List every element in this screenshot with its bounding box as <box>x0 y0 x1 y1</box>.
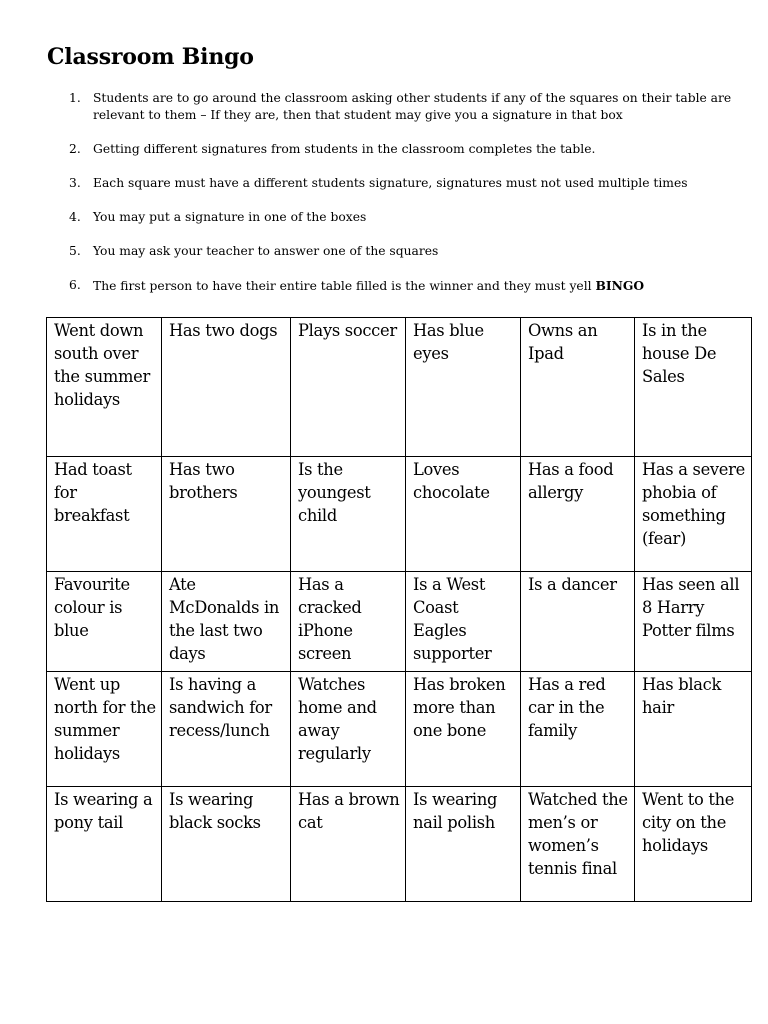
instruction-number: 5. <box>69 244 81 258</box>
instruction-item <box>47 90 737 124</box>
bingo-square: Has a brown cat <box>291 787 406 902</box>
bingo-square: Went down south over the summer holidays <box>47 318 162 457</box>
instruction-text: Students are to go around the classroom asking other students if any of the squares on their table are relevant to them – If they are, then that student may give you a signature in that box <box>93 91 732 122</box>
instruction-text: Each square must have a different students signature, signatures must not used multiple times <box>93 176 688 190</box>
instruction-item <box>47 141 737 158</box>
bingo-square: Had toast for breakfast <box>47 457 162 572</box>
bingo-square: Plays soccer <box>291 318 406 457</box>
bingo-square: Is wearing black socks <box>162 787 291 902</box>
bingo-square: Has two brothers <box>162 457 291 572</box>
instructions-list <box>47 90 737 312</box>
bingo-square: Is having a sandwich for recess/lunch <box>162 672 291 787</box>
instruction-item <box>47 209 737 226</box>
instruction-number: 2. <box>69 142 81 156</box>
bingo-square: Has a cracked iPhone screen <box>291 572 406 672</box>
bingo-row <box>47 672 752 787</box>
bingo-square: Has a red car in the family <box>521 672 635 787</box>
instruction-number: 6. <box>69 278 81 292</box>
bingo-square: Went to the city on the holidays <box>635 787 752 902</box>
instruction-number: 4. <box>69 210 81 224</box>
bingo-square: Has seen all 8 Harry Potter films <box>635 572 752 672</box>
bingo-square: Is a dancer <box>521 572 635 672</box>
bingo-row <box>47 787 752 902</box>
bingo-square: Owns an Ipad <box>521 318 635 457</box>
instruction-bold-word: BINGO <box>595 278 645 293</box>
bingo-row <box>47 457 752 572</box>
bingo-square: Watches home and away regularly <box>291 672 406 787</box>
bingo-square: Is wearing nail polish <box>406 787 521 902</box>
page-title: Classroom Bingo <box>47 44 254 70</box>
instruction-item <box>47 175 737 192</box>
bingo-grid <box>46 317 752 902</box>
bingo-square: Has broken more than one bone <box>406 672 521 787</box>
bingo-square: Has black hair <box>635 672 752 787</box>
bingo-square: Is wearing a pony tail <box>47 787 162 902</box>
instruction-text: The first person to have their entire table filled is the winner and they must yell <box>93 279 592 293</box>
bingo-square: Is the youngest child <box>291 457 406 572</box>
instruction-text: You may put a signature in one of the boxes <box>93 210 367 224</box>
bingo-square: Is in the house De Sales <box>635 318 752 457</box>
instruction-text: Getting different signatures from students in the classroom completes the table. <box>93 142 596 156</box>
bingo-square: Favourite colour is blue <box>47 572 162 672</box>
bingo-row <box>47 572 752 672</box>
instruction-number: 3. <box>69 176 81 190</box>
bingo-square: Has a food allergy <box>521 457 635 572</box>
bingo-square: Went up north for the summer holidays <box>47 672 162 787</box>
bingo-row <box>47 318 752 457</box>
bingo-square: Has a severe phobia of something (fear) <box>635 457 752 572</box>
bingo-square: Watched the men’s or women’s tennis final <box>521 787 635 902</box>
bingo-square: Ate McDonalds in the last two days <box>162 572 291 672</box>
instruction-item <box>47 243 737 260</box>
bingo-square: Has two dogs <box>162 318 291 457</box>
bingo-square: Has blue eyes <box>406 318 521 457</box>
instruction-number: 1. <box>69 91 81 105</box>
bingo-square: Loves chocolate <box>406 457 521 572</box>
instruction-item <box>47 277 737 295</box>
bingo-square: Is a West Coast Eagles supporter <box>406 572 521 672</box>
instruction-text: You may ask your teacher to answer one of the squares <box>93 244 439 258</box>
